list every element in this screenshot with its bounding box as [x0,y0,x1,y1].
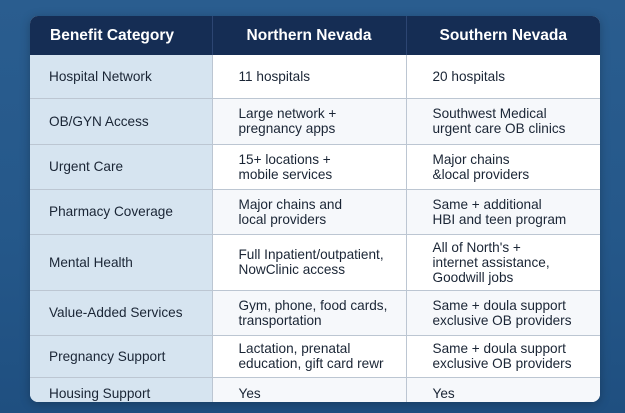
southern-nevada-cell [406,144,600,189]
cell-text-line: urgent care OB clinics [432,121,566,136]
benefit-category-cell: Hospital Network [30,55,212,98]
northern-nevada-cell [212,290,406,335]
cell-text-line: HBI and teen program [432,211,567,227]
northern-nevada-cell [212,55,406,98]
benefits-table [30,16,600,402]
northern-nevada-cell [212,189,406,234]
table-row [30,189,600,234]
cell-text-line: exclusive OB providers [432,312,572,328]
benefit-category-cell: Pharmacy Coverage [30,189,212,234]
cell-text-line: Full Inpatient/outpatient, [238,247,384,262]
table-row [30,144,600,189]
cell-text-line: local providers [238,211,327,227]
southern-nevada-cell [406,290,600,335]
header-southern-nevada: Southern Nevada [406,16,600,55]
northern-nevada-cell [212,377,406,402]
cell-text-line: Major chains and [238,196,343,212]
southern-nevada-cell [406,55,600,98]
cell-text-line: 20 hospitals [432,68,506,84]
cell-text-line: Southwest Medical [432,106,547,121]
southern-nevada-cell [406,189,600,234]
northern-nevada-cell [212,335,406,377]
cell-text-line: NowClinic access [238,262,346,277]
cell-text-line: Gym, phone, food cards, [238,297,388,313]
cell-text-line: &local providers [432,166,530,182]
cell-text-line: mobile services [238,166,333,182]
cell-text-line: 11 hospitals [238,68,311,84]
cell-text-line: Same + additional [432,196,542,212]
table-row [30,377,600,402]
cell-text-line: education, gift card rewr [238,356,384,371]
cell-text-line: Major chains [432,151,510,167]
cell-text-line: Yes [238,385,261,401]
northern-nevada-cell [212,98,406,144]
cell-text-line: Goodwill jobs [432,269,514,285]
benefit-category-cell: Pregnancy Support [30,335,212,377]
table-row [30,335,600,377]
cell-text-line: internet assistance, [432,254,550,270]
benefit-category-cell: Urgent Care [30,144,212,189]
benefit-category-cell: Housing Support [30,377,212,402]
southern-nevada-cell [406,98,600,144]
southern-nevada-cell [406,335,600,377]
benefits-comparison-card [30,16,600,402]
cell-text-line: exclusive OB providers [432,356,572,371]
table-row [30,234,600,290]
benefit-category-cell: Mental Health [30,234,212,290]
cell-text-line: All of North's + [432,239,521,255]
table-row [30,290,600,335]
cell-text-line: Same + doula support [432,341,566,356]
cell-text-line: transportation [238,312,322,328]
cell-text-line: 15+ locations + [238,151,331,167]
table-row [30,55,600,98]
header-benefit-category: Benefit Category [30,16,212,55]
southern-nevada-cell [406,377,600,402]
northern-nevada-cell [212,234,406,290]
table-row [30,98,600,144]
cell-text-line: Yes [432,385,455,401]
cell-text-line: Lactation, prenatal [238,341,351,356]
table-body [30,55,600,402]
cell-text-line: Same + doula support [432,297,566,313]
header-northern-nevada: Northern Nevada [212,16,406,55]
northern-nevada-cell [212,144,406,189]
southern-nevada-cell [406,234,600,290]
cell-text-line: Large network + [238,106,337,121]
cell-text-line: pregnancy apps [238,121,336,136]
table-header-row [30,16,600,55]
benefit-category-cell: Value-Added Services [30,290,212,335]
benefit-category-cell: OB/GYN Access [30,98,212,144]
